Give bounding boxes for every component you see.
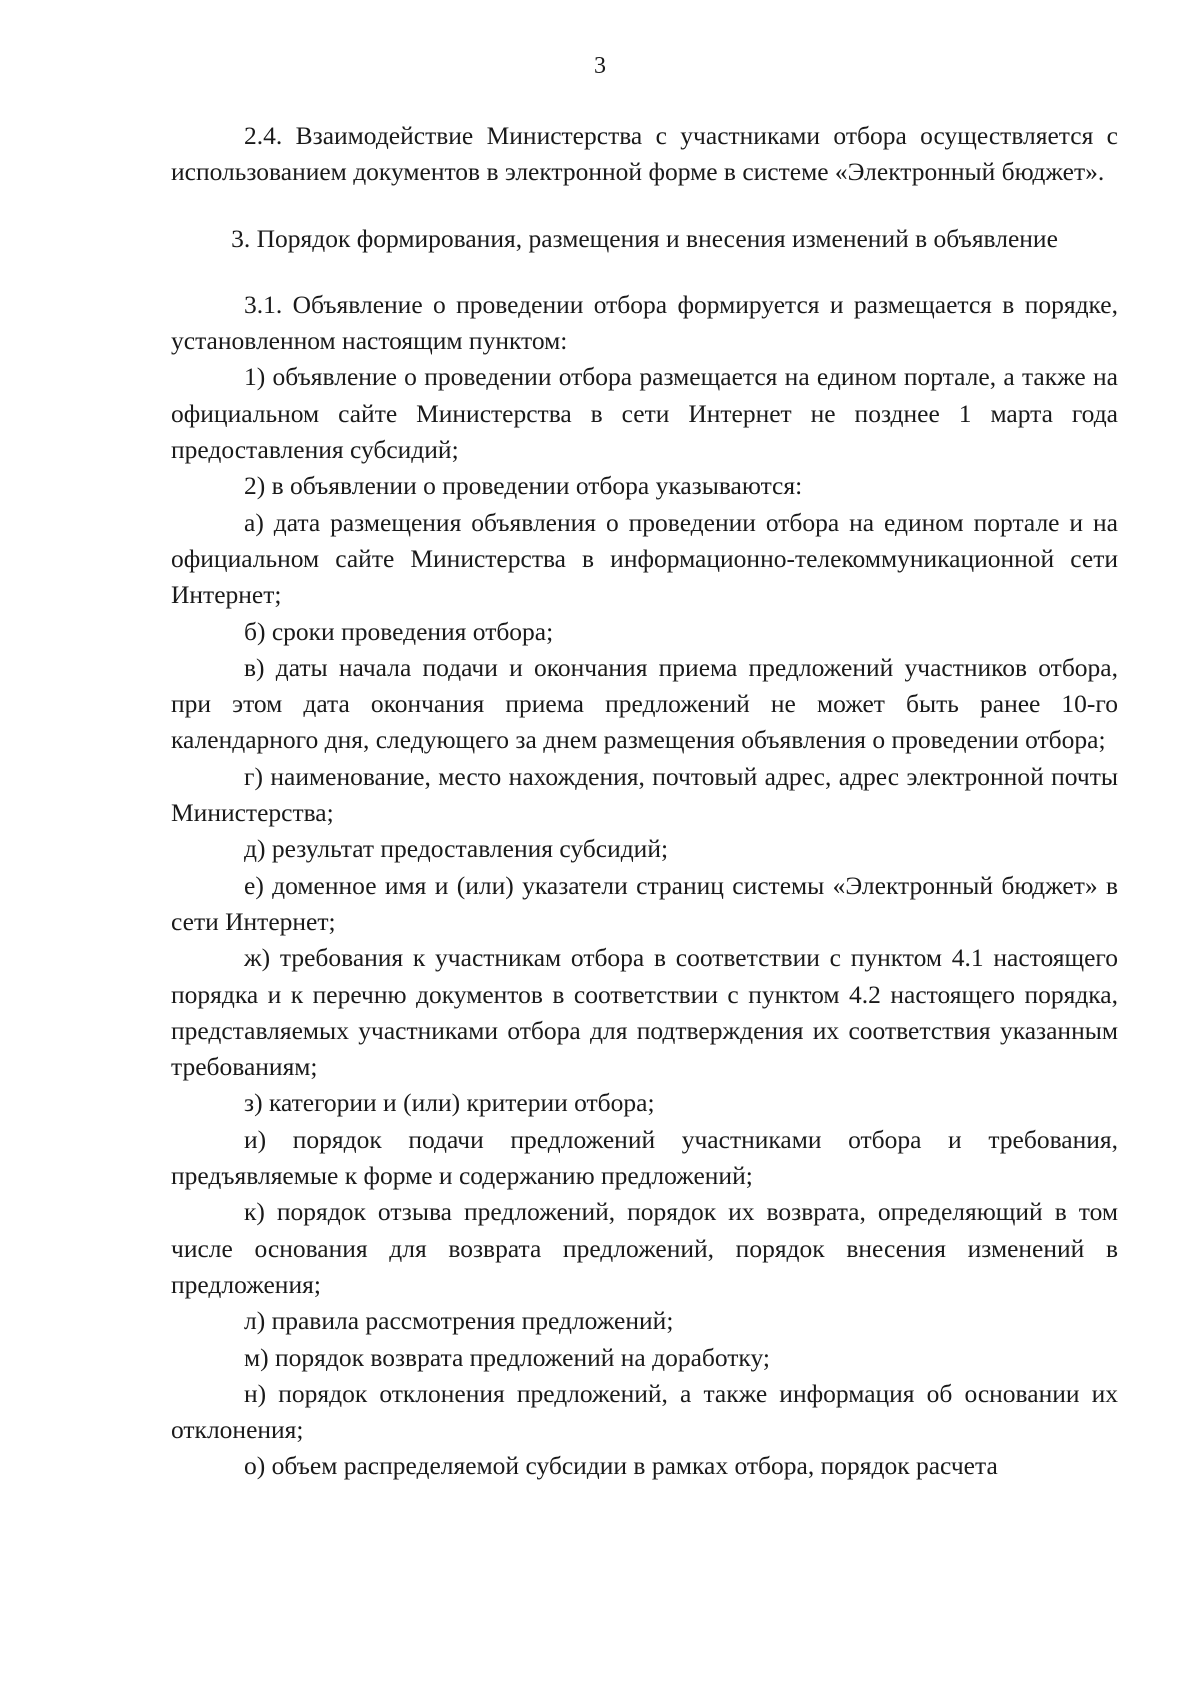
item-o: о) объем распределяемой субсидии в рамках отбора, порядок расчета	[244, 1451, 998, 1481]
paragraph-3-1: 3.1. Объявление о проведении отбора формируется и размещается в порядке, установленном настоящим пунктом:	[171, 289, 1118, 356]
item-e: е) доменное имя и (или) указатели страниц системы «Электронный бюджет» в сети Интернет;	[171, 870, 1118, 936]
spacer	[171, 257, 1118, 287]
item-b: б) сроки проведения отбора;	[244, 616, 554, 646]
item-k: к) порядок отзыва предложений, порядок их возврата, определяющий в том числе основания для возврата предложений, порядок внесения изменений в предложения;	[171, 1197, 1118, 1299]
item-1: 1) объявление о проведении отбора размещается на едином портале, а также на официальном сайте Министерства в сети Интернет не позднее 1 марта года предоставления субсидий;	[171, 362, 1118, 465]
item-l: л) правила рассмотрения предложений;	[244, 1306, 674, 1336]
item-a: а) дата размещения объявления о проведении отбора на едином портале и на официальном сайте Министерства в информационно-телекоммуникационной сети Интернет;	[171, 507, 1118, 610]
item-n: н) порядок отклонения предложений, а также информация об основании их отклонения;	[171, 1378, 1118, 1445]
item-i: и) порядок подачи предложений участниками отбора и требования, предъявляемые к форме и содержанию предложений;	[171, 1124, 1118, 1191]
document-body	[171, 118, 1118, 1485]
spacer	[171, 191, 1118, 221]
section-3-heading: 3. Порядок формирования, размещения и внесения изменений в объявление	[231, 223, 1058, 253]
page-number: 3	[594, 53, 606, 79]
item-d: д) результат предоставления субсидий;	[244, 834, 669, 864]
paragraph-2-4: 2.4. Взаимодействие Министерства с участниками отбора осуществляется с использованием документов в электронной форме в системе «Электронный бюджет».	[171, 121, 1118, 187]
item-2: 2) в объявлении о проведении отбора указываются:	[244, 471, 803, 501]
item-v: в) даты начала подачи и окончания приема предложений участников отбора, при этом дата окончания приема предложений не может быть ранее 10-го календарного дня, следующего за днем размещения объявления о проведении отбора;	[171, 652, 1118, 755]
item-g: г) наименование, место нахождения, почтовый адрес, адрес электронной почты Министерства;	[171, 761, 1118, 828]
item-m: м) порядок возврата предложений на доработку;	[244, 1342, 770, 1372]
item-z: з) категории и (или) критерии отбора;	[244, 1088, 655, 1118]
item-zh: ж) требования к участникам отбора в соответствии с пунктом 4.1 настоящего порядка и к перечню документов в соответствии с пунктом 4.2 настоящего порядка, представляемых участниками отбора для подтверждения их соответствия указанным требованиям;	[171, 943, 1118, 1082]
